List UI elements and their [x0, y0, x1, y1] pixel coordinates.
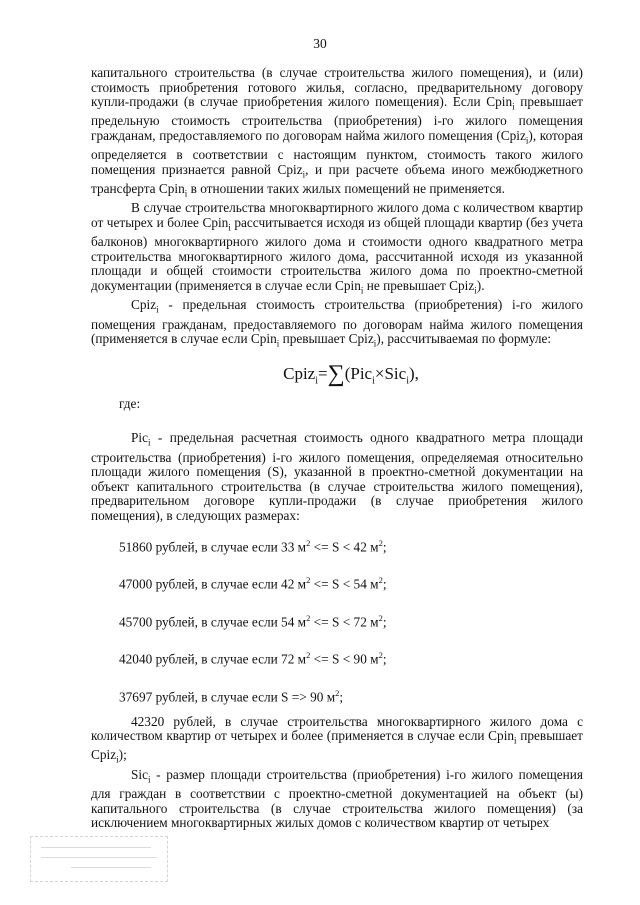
price-list — [119, 536, 583, 705]
price-item: 47000 рублей, в случае если 42 $м^2 <= S < 54$ $м^2$; — [119, 575, 387, 592]
paragraph-continued: капитального строительства (в случае строительства жилого помещения), и (или) стоимость приобретения готового жилья, согласно, предварительному договору купли-продажи (в случае приобретения жилого помещения). Если Cpin$_i$ превышает предельную стоимость строительства (приобретения) i-го жилого помещения гражданам, предоставляемого по договорам найма жилого помещения (Cpiz$_i$), которая определяется в соответствии с настоящим пунктом, стоимость такого жилого помещения признается равной Cpiz$_i$, и при расчете объема иного межбюджетного трансферта Cpin$_i$ в отношении таких жилых помещений не применяется. — [91, 65, 583, 199]
paragraph-pic-definition: Pic$_i$ - предельная расчетная стоимость одного квадратного метра площади строительства (приобретения) i-го жилого помещения, определяемая относительно площади жилого помещения (S), указанной в проектно-сметной документации на объект капитального строительства (в случае строительства жилого помещения), предварительном договоре купли-продажи (в случае приобретения жилого помещения), в следующих размерах: — [91, 430, 583, 523]
paragraph-sic-definition: Sic$_i$ - размер площади строительства (приобретения) i-го жилого помещения для граждан в соответствии с проектно-сметной документацией на объект (ы) капитального строительства (в случае строительства жилого помещения) (за исключением многоквартирных жилых домов с количеством квартир от четырех — [91, 766, 583, 831]
faint-stamp — [30, 836, 168, 882]
page-number: 30 — [313, 36, 327, 51]
where-label: где: — [119, 395, 141, 411]
paragraph-multi-apartment: В случае строительства многоквартирного жилого дома с количеством квартир от четырех и более Cpin$_i$ рассчитывается исходя из общей площади квартир (без учета балконов) многоквартирного жилого дома и стоимости одного квадратного метра строительства многоквартирного жилого дома, рассчитанной исходя из указанной площади и общей стоимости строительства жилого дома по проектно-сметной документации (применяется в случае если Cpin$_i$ не превышает Cpiz$_i$). — [91, 200, 583, 296]
price-item: 45700 рублей, в случае если 54 $м^2 <= S < 72$ $м^2$; — [119, 612, 387, 629]
paragraph-cpiz-definition: Cpiz$_i$ - предельная стоимость строительства (приобретения) i-го жилого помещения гражданам, предоставляемого по договорам найма жилого помещения (применяется в случае если Cpin$_i$ превышает Cpiz$_i$), рассчитываемая по формуле: — [91, 297, 583, 349]
document-body — [91, 66, 583, 831]
paragraph-multi-apartment-price: 42320 рублей, в случае строительства многоквартирного жилого дома с количеством квартир от четырех и более (применяется в случае если Cpin$_i$ превышает Cpiz$_i$); — [91, 713, 583, 766]
formula: Cpiz$_i$=∑(Pic$_i$×Sic$_i$), — [283, 361, 419, 388]
price-item: 51860 рублей, в случае если 33 $м^2 <= S < 42$ $м^2$; — [119, 537, 387, 554]
price-item: 42040 рублей, в случае если 72 $м^2 <= S < 90$ $м^2$; — [119, 650, 387, 667]
price-item: 37697 рублей, в случае если S => 90 $м^2$; — [119, 687, 344, 705]
